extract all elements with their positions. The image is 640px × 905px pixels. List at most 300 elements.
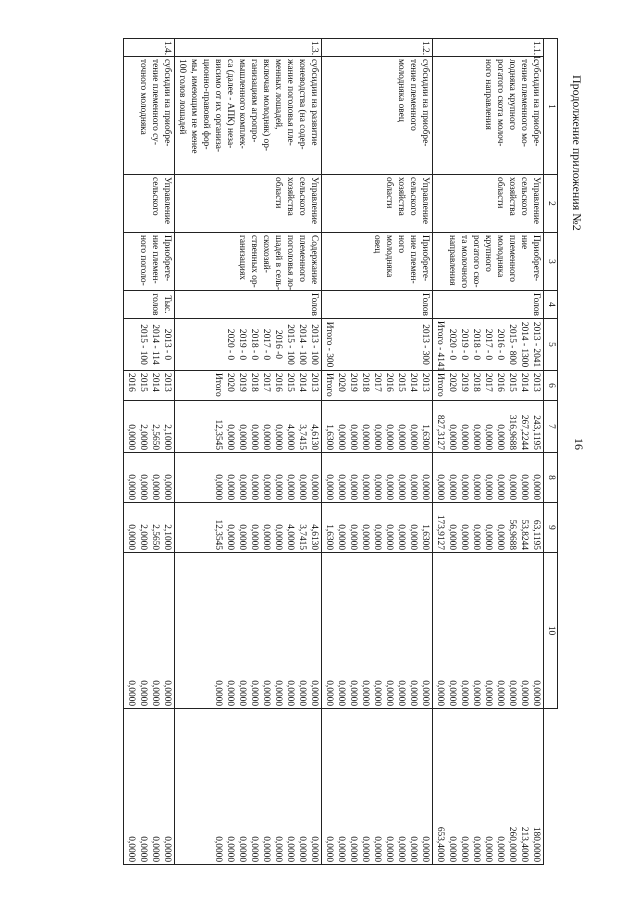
row-years xyxy=(433,371,544,401)
row-description-line: рогатого скота молоч- xyxy=(495,59,505,147)
row-funding-regional-line: 12,3545 xyxy=(213,519,223,550)
row-years-line: 2015 xyxy=(138,373,148,392)
row-funding-regional-line: 1,6300 xyxy=(420,524,430,550)
row-plan-line: 2013 - 0 xyxy=(162,328,172,361)
row-funding-other-line: 213,4000 xyxy=(519,826,529,862)
row-funding-local-line: 0,0000 xyxy=(162,680,172,706)
row-plan-line xyxy=(359,321,371,368)
column-header: 8 xyxy=(544,453,558,503)
row-years-line: 2019 xyxy=(237,373,247,392)
row-executor-line: хозяйства xyxy=(285,177,295,216)
row-funding-local-line: 0,0000 xyxy=(297,680,307,706)
row-plan-line: 2014 - 114 xyxy=(150,324,160,365)
row-funding-total-line: 0,0000 xyxy=(336,424,346,450)
row-executor-line: области xyxy=(384,177,394,209)
row-activity-line: молодняка xyxy=(495,235,505,278)
row-description-line: жание поголовья пле- xyxy=(285,59,295,146)
row-funding-federal-line: 0,0000 xyxy=(261,474,271,500)
row-funding-federal-line: 0,0000 xyxy=(285,474,295,500)
row-funding-regional-line: 0,0000 xyxy=(372,524,382,550)
row-activity-line: скохозяй- xyxy=(261,235,271,273)
row-activity-line: ние племен- xyxy=(150,235,160,284)
row-funding-total-line: 0,0000 xyxy=(372,424,382,450)
row-funding-local-line: 0,0000 xyxy=(285,680,295,706)
row-funding-local-line: 0,0000 xyxy=(507,680,517,706)
row-executor-line: хозяйства xyxy=(507,177,517,216)
row-code: 1.4. xyxy=(124,39,175,57)
row-funding-federal-line: 0,0000 xyxy=(162,474,172,500)
row-funding-local-line: 0,0000 xyxy=(495,680,505,706)
row-funding-federal-line: 0,0000 xyxy=(348,474,358,500)
row-code: 1.3. xyxy=(175,39,322,57)
row-years-line: 2013 xyxy=(162,373,172,392)
row-executor-line: области xyxy=(273,177,283,209)
row-activity-line: рогатого ско- xyxy=(471,235,481,288)
row-executor xyxy=(175,175,322,233)
row-plan-line: 2016 - 0 xyxy=(495,328,505,361)
row-description-line: субсидии на развитие xyxy=(309,59,319,146)
row-funding-other-line: 0,0000 xyxy=(138,836,148,862)
row-funding-other-line: 653,4000 xyxy=(435,826,445,862)
row-funding-other-line: 0,0000 xyxy=(273,836,283,862)
row-funding-local-line: 0,0000 xyxy=(273,680,283,706)
row-funding-local xyxy=(175,553,322,709)
row-executor xyxy=(124,175,175,233)
row-funding-other-line: 0,0000 xyxy=(372,836,382,862)
table-row xyxy=(124,39,175,865)
row-funding-regional-line: 1,6300 xyxy=(324,524,334,550)
row-years-line: 2014 xyxy=(297,373,307,392)
row-funding-local-line: 0,0000 xyxy=(531,680,541,706)
row-description-line: 100 голов лошадей xyxy=(177,59,187,135)
row-funding-regional-line: 0,0000 xyxy=(273,524,283,550)
row-years xyxy=(175,371,322,401)
row-activity-line: Содержание xyxy=(309,235,319,285)
column-header: 6 xyxy=(544,371,558,401)
row-funding-total-line: 0,0000 xyxy=(249,424,259,450)
row-plan-line: 2019 - 0 xyxy=(459,328,469,361)
row-funding-local-line: 0,0000 xyxy=(348,680,358,706)
row-funding-total-line: 0,0000 xyxy=(384,424,394,450)
row-funding-regional-line: 0,0000 xyxy=(348,524,358,550)
row-funding-total-line: 2,0000 xyxy=(138,424,148,450)
row-activity-line: Приобрете- xyxy=(162,235,172,282)
row-funding-other-line: 0,0000 xyxy=(348,836,358,862)
row-funding-total xyxy=(322,401,433,453)
row-description-line: субсидии на приобре- xyxy=(420,59,430,147)
row-funding-total-line: 0,0000 xyxy=(495,424,505,450)
row-funding-local-line: 0,0000 xyxy=(150,680,160,706)
row-executor-line: Управление xyxy=(531,177,541,225)
row-funding-total-line: 0,0000 xyxy=(471,424,481,450)
row-funding-other-line: 0,0000 xyxy=(297,836,307,862)
row-funding-other-line: 0,0000 xyxy=(471,836,481,862)
row-years-line: 2017 xyxy=(483,373,493,392)
row-years-line: 2014 xyxy=(408,373,418,392)
row-funding-federal-line: 0,0000 xyxy=(297,474,307,500)
row-plan-line: 2017 - 0 xyxy=(483,328,493,361)
row-funding-regional-line: 4,0000 xyxy=(285,524,295,550)
row-years-line: 2020 xyxy=(336,373,346,392)
row-funding-other-line: 0,0000 xyxy=(495,836,505,862)
row-funding-local-line: 0,0000 xyxy=(249,680,259,706)
row-executor-line: сельского xyxy=(519,177,529,216)
row-funding-other-line: 0,0000 xyxy=(150,836,160,862)
row-years-line: 2019 xyxy=(348,373,358,392)
row-funding-other-line: 0,0000 xyxy=(420,836,430,862)
row-plan-line: 2020 - 0 xyxy=(447,328,457,361)
row-plan-line: 2013 - 300 xyxy=(420,324,430,365)
row-funding-federal-line: 0,0000 xyxy=(435,474,445,500)
row-funding-other-line: 0,0000 xyxy=(483,836,493,862)
row-funding-other-line: 180,0000 xyxy=(531,826,541,862)
row-funding-total-line: 0,0000 xyxy=(261,424,271,450)
row-funding-federal-line: 0,0000 xyxy=(447,474,457,500)
row-funding-total-line: 0,0000 xyxy=(273,424,283,450)
column-header: 4 xyxy=(544,291,558,319)
row-funding-regional-line: 3,7415 xyxy=(297,524,307,550)
row-years-line: 2016 xyxy=(126,373,136,392)
row-funding-local-line: 0,0000 xyxy=(336,680,346,706)
row-activity-line: направления xyxy=(447,235,457,286)
row-plan-line: 2013 - 100 xyxy=(309,324,319,365)
row-description-line: са (далее - АПК) неза- xyxy=(225,59,235,149)
row-funding-total-line: 2,5650 xyxy=(150,424,160,450)
row-activity-line: та молочного xyxy=(459,235,469,289)
row-description-line: лодняка крупного xyxy=(507,59,517,130)
row-funding-regional-line: 173,9127 xyxy=(435,514,445,550)
row-funding-local-line: 0,0000 xyxy=(213,680,223,706)
row-funding-other-line: 0,0000 xyxy=(336,836,346,862)
row-funding-total-line: 0,0000 xyxy=(360,424,370,450)
row-funding-other-line: 0,0000 xyxy=(261,836,271,862)
row-funding-other xyxy=(433,709,544,865)
row-funding-local-line: 0,0000 xyxy=(309,680,319,706)
row-plan-line: 2017 - 0 xyxy=(261,328,271,361)
row-funding-federal-line: 0,0000 xyxy=(408,474,418,500)
row-plan-line: 2013 - 2041 xyxy=(531,321,541,368)
row-years-line: 2016 xyxy=(273,373,283,392)
row-funding-regional-line: 0,0000 xyxy=(249,524,259,550)
row-unit-line: голов xyxy=(150,293,160,316)
row-funding-local-line: 0,0000 xyxy=(138,680,148,706)
row-description-line: тение племенного xyxy=(408,59,418,131)
row-funding-federal-line: 0,0000 xyxy=(483,474,493,500)
row-funding-total-line: 4,0000 xyxy=(285,424,295,450)
row-description xyxy=(433,57,544,175)
row-description-line: коневодства (на содер- xyxy=(297,59,307,150)
row-years-line: 2014 xyxy=(150,373,160,392)
row-funding-federal-line: 0,0000 xyxy=(459,474,469,500)
row-plan-line: 2014 - 100 xyxy=(297,324,307,365)
column-header: 9 xyxy=(544,503,558,553)
row-funding-total-line: 0,0000 xyxy=(348,424,358,450)
row-funding-federal-line: 0,0000 xyxy=(324,474,334,500)
row-funding-total-line: 0,0000 xyxy=(225,424,235,450)
row-plan-line xyxy=(395,321,407,368)
row-years xyxy=(124,371,175,401)
row-funding-federal-line: 0,0000 xyxy=(519,474,529,500)
row-funding-local xyxy=(124,553,175,709)
row-unit xyxy=(124,291,175,319)
row-funding-other-line: 0,0000 xyxy=(408,836,418,862)
row-funding-federal-line: 0,0000 xyxy=(237,474,247,500)
row-executor xyxy=(322,175,433,233)
appendix-continuation-title: Продолжение приложения №2 xyxy=(570,75,584,231)
row-activity-line: шадей в сель- xyxy=(273,235,283,290)
table-body xyxy=(124,39,544,865)
row-unit-line: Голов xyxy=(309,293,319,316)
row-funding-federal-line: 0,0000 xyxy=(126,474,136,500)
row-activity-line: Приобрете- xyxy=(420,235,430,282)
row-funding-federal-line: 0,0000 xyxy=(249,474,259,500)
row-plan-line xyxy=(383,321,395,368)
row-plan-line: 2019 - 0 xyxy=(237,328,247,361)
row-funding-regional xyxy=(175,503,322,553)
row-plan-line xyxy=(407,321,419,368)
row-funding-regional-line: 2,1000 xyxy=(162,524,172,550)
row-funding-other xyxy=(124,709,175,865)
column-header: 7 xyxy=(544,401,558,453)
row-plan-line: 2016 -0 xyxy=(273,330,283,359)
row-plan-line: 2015 - 800 xyxy=(507,324,517,365)
row-years-line: 2016 xyxy=(384,373,394,392)
row-years-line: 2020 xyxy=(225,373,235,392)
row-description-line: тение племенного су- xyxy=(150,59,160,145)
row-funding-regional-line: 0,0000 xyxy=(336,524,346,550)
row-plan-line: Итого - 300 xyxy=(324,321,334,368)
row-funding-total-line: 0,0000 xyxy=(459,424,469,450)
row-funding-other-line: 0,0000 xyxy=(396,836,406,862)
row-description-line: субсидии на приобре- xyxy=(162,59,172,147)
row-funding-federal-line: 0,0000 xyxy=(336,474,346,500)
row-funding-regional-line: 63,1195 xyxy=(531,519,541,550)
row-description-line: ного направления xyxy=(483,59,493,130)
row-funding-other-line: 0,0000 xyxy=(384,836,394,862)
row-funding-regional-line: 0,0000 xyxy=(126,524,136,550)
row-years-line: 2013 xyxy=(420,373,430,392)
header-row xyxy=(544,39,558,865)
row-funding-local xyxy=(322,553,433,709)
row-funding-federal-line: 0,0000 xyxy=(273,474,283,500)
row-funding-federal-line: 0,0000 xyxy=(225,474,235,500)
row-executor-line: сельского xyxy=(408,177,418,216)
row-description-line: мы, имеющим не менее xyxy=(189,59,199,154)
row-funding-total-line: 243,1195 xyxy=(531,415,541,450)
row-activity-line: крупного xyxy=(483,235,493,272)
row-executor-line: сельского xyxy=(297,177,307,216)
row-funding-total-line: 827,3127 xyxy=(435,414,445,450)
row-funding-local-line: 0,0000 xyxy=(360,680,370,706)
row-description-line: ционно-правовой фор- xyxy=(201,59,211,150)
row-funding-local-line: 0,0000 xyxy=(519,680,529,706)
row-years-line: 2018 xyxy=(249,373,259,392)
row-activity xyxy=(175,233,322,291)
row-funding-local-line: 0,0000 xyxy=(126,680,136,706)
row-funding-local-line: 0,0000 xyxy=(396,680,406,706)
column-header: 5 xyxy=(544,319,558,371)
row-funding-local-line: 0,0000 xyxy=(225,680,235,706)
row-funding-total-line: 0,0000 xyxy=(447,424,457,450)
row-funding-local-line: 0,0000 xyxy=(237,680,247,706)
row-funding-total-line: 0,0000 xyxy=(237,424,247,450)
row-funding-total-line: 3,7415 xyxy=(297,424,307,450)
row-years-line: 2017 xyxy=(372,373,382,392)
row-plan-line: Итого - 4141 xyxy=(435,321,445,372)
row-funding-local-line: 0,0000 xyxy=(459,680,469,706)
row-plan-line: 2015 - 100 xyxy=(138,324,148,365)
row-activity-line: ние xyxy=(519,235,529,250)
row-plan xyxy=(124,319,175,371)
row-unit-line: Голов xyxy=(531,293,541,316)
row-description-line: мышленного комплек- xyxy=(237,59,247,149)
row-funding-local-line: 0,0000 xyxy=(384,680,394,706)
row-activity-line: ние племен- xyxy=(408,235,418,284)
row-years-line: 2018 xyxy=(360,373,370,392)
row-funding-other-line: 0,0000 xyxy=(249,836,259,862)
row-activity-line: молодняка xyxy=(384,235,394,278)
row-executor-line: Управление xyxy=(309,177,319,225)
row-activity-line: Приобрете- xyxy=(531,235,541,282)
row-years-line: 2020 xyxy=(447,373,457,392)
row-funding-regional-line: 0,0000 xyxy=(225,524,235,550)
row-years-line: 2018 xyxy=(471,373,481,392)
row-funding-federal-line: 0,0000 xyxy=(471,474,481,500)
column-header: 1 xyxy=(544,39,558,175)
row-funding-total-line: 0,0000 xyxy=(396,424,406,450)
row-years-line: Итого xyxy=(213,373,223,397)
row-activity xyxy=(124,233,175,291)
row-funding-other xyxy=(175,709,322,865)
column-header: 2 xyxy=(544,175,558,233)
row-funding-federal-line: 0,0000 xyxy=(420,474,430,500)
row-funding-total-line: 12,3545 xyxy=(213,419,223,450)
row-funding-local-line: 0,0000 xyxy=(408,680,418,706)
row-executor-line: Управление xyxy=(162,177,172,225)
page-number: 16 xyxy=(572,438,586,450)
row-funding-federal-line: 0,0000 xyxy=(384,474,394,500)
row-description-line: ганизациям агропро- xyxy=(249,59,259,143)
row-funding-local-line: 0,0000 xyxy=(483,680,493,706)
table-row xyxy=(322,39,433,865)
row-funding-regional-line: 0,0000 xyxy=(408,524,418,550)
row-funding-regional xyxy=(433,503,544,553)
row-funding-other-line: 0,0000 xyxy=(360,836,370,862)
row-funding-total-line: 1,6300 xyxy=(420,424,430,450)
row-plan-line xyxy=(371,321,383,368)
row-funding-federal-line: 0,0000 xyxy=(213,474,223,500)
row-funding-regional-line: 0,0000 xyxy=(483,524,493,550)
row-funding-other-line: 0,0000 xyxy=(126,836,136,862)
row-description xyxy=(175,57,322,175)
row-funding-other-line: 0,0000 xyxy=(225,836,235,862)
row-funding-other-line: 0,0000 xyxy=(309,836,319,862)
row-funding-regional-line: 0,0000 xyxy=(459,524,469,550)
row-funding-federal-line: 0,0000 xyxy=(309,474,319,500)
row-years-line: 2014 xyxy=(519,373,529,392)
row-funding-other xyxy=(322,709,433,865)
row-plan xyxy=(175,319,322,371)
row-years xyxy=(322,371,433,401)
row-years-line: 2013 xyxy=(531,373,541,392)
row-executor xyxy=(433,175,544,233)
row-funding-local-line: 0,0000 xyxy=(435,680,445,706)
row-executor-line: области xyxy=(495,177,505,209)
row-funding-regional-line: 0,0000 xyxy=(471,524,481,550)
row-code: 1.2. xyxy=(322,39,433,57)
row-activity-line: ного xyxy=(396,235,406,254)
row-plan-line: 2018 - 0 xyxy=(471,328,481,361)
row-plan-line xyxy=(212,321,224,368)
row-years-line: Итого xyxy=(435,373,445,397)
row-funding-local-line: 0,0000 xyxy=(324,680,334,706)
row-activity-line: ственных ор- xyxy=(249,235,259,288)
row-funding-regional-line: 0,0000 xyxy=(447,524,457,550)
row-funding-other-line: 0,0000 xyxy=(285,836,295,862)
row-activity-line: поголовья ло- xyxy=(285,235,295,291)
row-funding-federal-line: 0,0000 xyxy=(360,474,370,500)
row-funding-federal-line: 0,0000 xyxy=(507,474,517,500)
row-funding-regional-line: 0,0000 xyxy=(396,524,406,550)
row-funding-federal xyxy=(175,453,322,503)
row-funding-total-line: 1,6300 xyxy=(324,424,334,450)
row-funding-total xyxy=(433,401,544,453)
row-funding-regional xyxy=(322,503,433,553)
row-years-line: 2015 xyxy=(507,373,517,392)
row-funding-other-line: 0,0000 xyxy=(447,836,457,862)
row-funding-federal-line: 0,0000 xyxy=(150,474,160,500)
table-row xyxy=(433,39,544,865)
row-description xyxy=(124,57,175,175)
row-description xyxy=(322,57,433,175)
row-funding-federal-line: 0,0000 xyxy=(138,474,148,500)
row-unit-line: Тыс. xyxy=(162,295,172,314)
row-years-line: 2013 xyxy=(309,373,319,392)
row-funding-federal xyxy=(124,453,175,503)
row-funding-regional-line: 2,0000 xyxy=(138,524,148,550)
row-funding-total xyxy=(124,401,175,453)
row-funding-regional-line: 56,9688 xyxy=(507,519,517,550)
row-funding-federal-line: 0,0000 xyxy=(531,474,541,500)
row-plan-line xyxy=(347,321,359,368)
row-funding-local-line: 0,0000 xyxy=(471,680,481,706)
row-years-line: 2016 xyxy=(495,373,505,392)
row-funding-regional-line: 53,8244 xyxy=(519,519,529,550)
row-executor-line: Управление xyxy=(420,177,430,225)
table-row xyxy=(175,39,322,865)
row-years-line: 2019 xyxy=(459,373,469,392)
row-funding-local xyxy=(433,553,544,709)
row-funding-local-line: 0,0000 xyxy=(372,680,382,706)
row-activity xyxy=(322,233,433,291)
row-funding-regional-line: 0,0000 xyxy=(384,524,394,550)
row-plan xyxy=(433,319,544,371)
row-funding-total-line: 0,0000 xyxy=(408,424,418,450)
row-funding-total-line: 0,0000 xyxy=(483,424,493,450)
row-activity xyxy=(433,233,544,291)
row-funding-total-line: 316,9688 xyxy=(507,414,517,450)
row-plan-line: 2015 - 100 xyxy=(285,324,295,365)
row-funding-regional xyxy=(124,503,175,553)
row-years-line: Итого xyxy=(324,373,334,397)
row-activity-line: племенного xyxy=(507,235,517,282)
row-description-line: точного молодняка xyxy=(138,59,148,135)
row-years-line: 2015 xyxy=(396,373,406,392)
row-funding-regional-line: 0,0000 xyxy=(495,524,505,550)
row-funding-total-line: 0,0000 xyxy=(126,424,136,450)
row-funding-federal-line: 0,0000 xyxy=(396,474,406,500)
row-funding-federal-line: 0,0000 xyxy=(495,474,505,500)
